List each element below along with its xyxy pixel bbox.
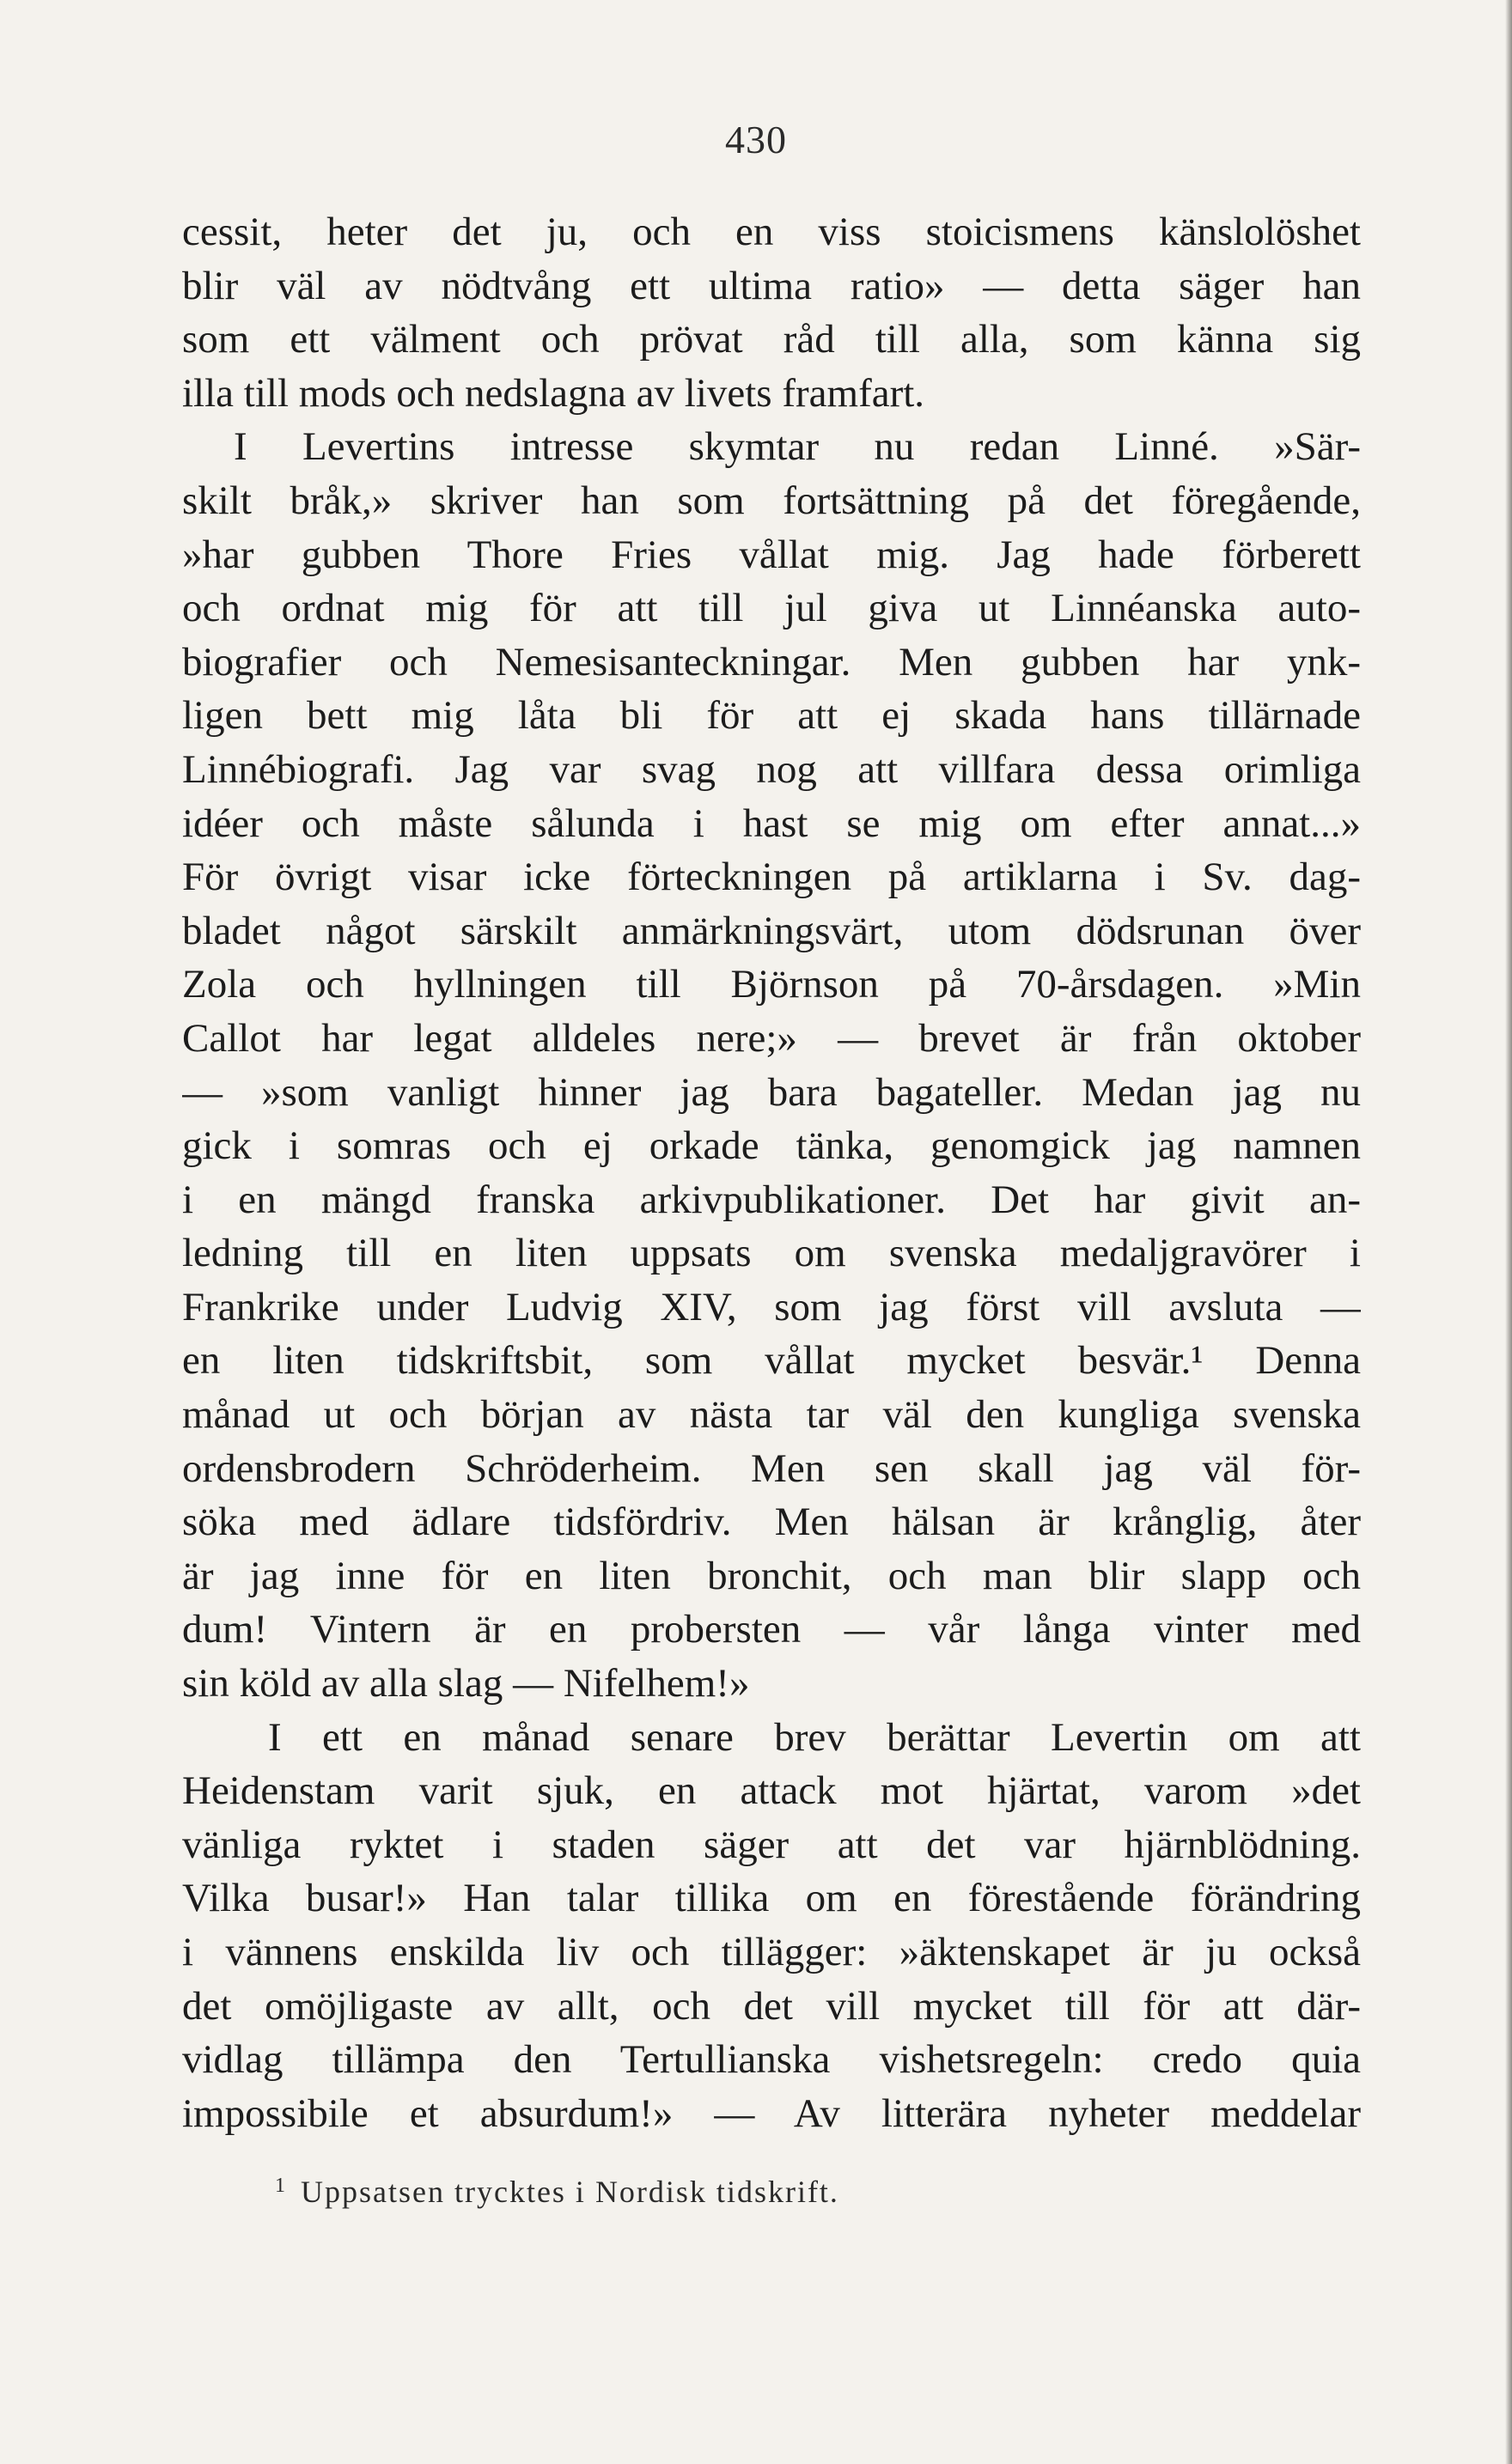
text-line: Heidenstam varit sjuk, en attack mot hjärtat, varom »det	[182, 1768, 1361, 1814]
text-line: skilt bråk,» skriver han som fortsättning på det föregående,	[182, 478, 1361, 523]
text-line: Linnébiografi. Jag var svag nog att villfara dessa orimliga	[182, 746, 1361, 792]
text-line: I Levertins intresse skymtar nu redan Linné. »Sär-	[234, 424, 1361, 470]
text-line: bladet något särskilt anmärkningsvärt, utom dödsrunan över	[182, 908, 1361, 953]
text-line: dum! Vintern är en probersten — vår långa vinter med	[182, 1607, 1361, 1652]
text-line: i en mängd franska arkivpublikationer. Det har givit an-	[182, 1177, 1361, 1222]
text-line: blir väl av nödtvång ett ultima ratio» — detta säger han	[182, 263, 1361, 308]
text-line: — »som vanligt hinner jag bara bagateller. Medan jag nu	[182, 1069, 1361, 1115]
text-line: idéer och måste sålunda i hast se mig om efter annat...»	[182, 800, 1361, 846]
page-number: 430	[725, 118, 787, 161]
text-line: vänliga ryktet i staden säger att det var hjärnblödning.	[182, 1822, 1361, 1867]
text-line: ledning till en liten uppsats om svenska medaljgravörer i	[182, 1231, 1361, 1276]
text-line: i vännens enskilda liv och tillägger: »äktenskapet är ju också	[182, 1930, 1361, 1974]
text-line: är jag inne för en liten bronchit, och man blir slapp och	[182, 1553, 1361, 1598]
text-line: Vilka busar!» Han talar tillika om en förestående förändring	[182, 1876, 1361, 1921]
text-line: en liten tidskriftsbit, som vållat mycket besvär.¹ Denna	[182, 1338, 1361, 1384]
text-line: månad ut och början av nästa tar väl den kungliga svenska	[182, 1392, 1361, 1438]
text-line: I ett en månad senare brev berättar Levertin om att	[268, 1714, 1361, 1760]
footnote-marker: 1	[275, 2175, 287, 2197]
text-line: biografier och Nemesisanteckningar. Men gubben har ynk-	[182, 639, 1361, 684]
text-line: som ett välment och prövat råd till alla, som känna sig	[182, 317, 1361, 362]
text-line: cessit, heter det ju, och en viss stoicismens känslolöshet	[182, 210, 1361, 254]
text-line: och ordnat mig för att till jul giva ut Linnéanska auto-	[182, 586, 1361, 631]
text-line: »har gubben Thore Fries vållat mig. Jag hade förberett	[182, 532, 1361, 577]
text-line: söka med ädlare tidsfördriv. Men hälsan är krånglig, åter	[182, 1500, 1361, 1545]
text-line: gick i somras och ej orkade tänka, genomgick jag namnen	[182, 1123, 1361, 1169]
text-line: För övrigt visar icke förteckningen på artiklarna i Sv. dag-	[182, 855, 1361, 900]
text-line: vidlag tillämpa den Tertullianska vishetsregeln: credo quia	[182, 2037, 1361, 2083]
text-line: impossibile et absurdum!» — Av litterära nyheter meddelar	[182, 2090, 1361, 2136]
text-line: det omöjligaste av allt, och det vill mycket till för att där-	[182, 1983, 1361, 2029]
text-line: Callot har legat alldeles nere;» — brevet är från oktober	[182, 1015, 1361, 1061]
text-line: Frankrike under Ludvig XIV, som jag först vill avsluta —	[182, 1284, 1361, 1329]
footnote	[275, 2174, 839, 2210]
text-line: illa till mods och nedslagna av livets framfart.	[182, 370, 925, 416]
text-line: ordensbrodern Schröderheim. Men sen skall jag väl för-	[182, 1445, 1361, 1491]
text-line: Zola och hyllningen till Björnson på 70-årsdagen. »Min	[182, 962, 1361, 1007]
body-text	[182, 205, 1361, 2140]
footnote-text: Uppsatsen trycktes i Nordisk tidskrift.	[301, 2175, 839, 2209]
text-line: sin köld av alla slag — Nifelhem!»	[182, 1661, 750, 1707]
scan-edge-shadow	[1505, 0, 1512, 2464]
text-line: ligen bett mig låta bli för att ej skada hans tillärnade	[182, 693, 1361, 739]
